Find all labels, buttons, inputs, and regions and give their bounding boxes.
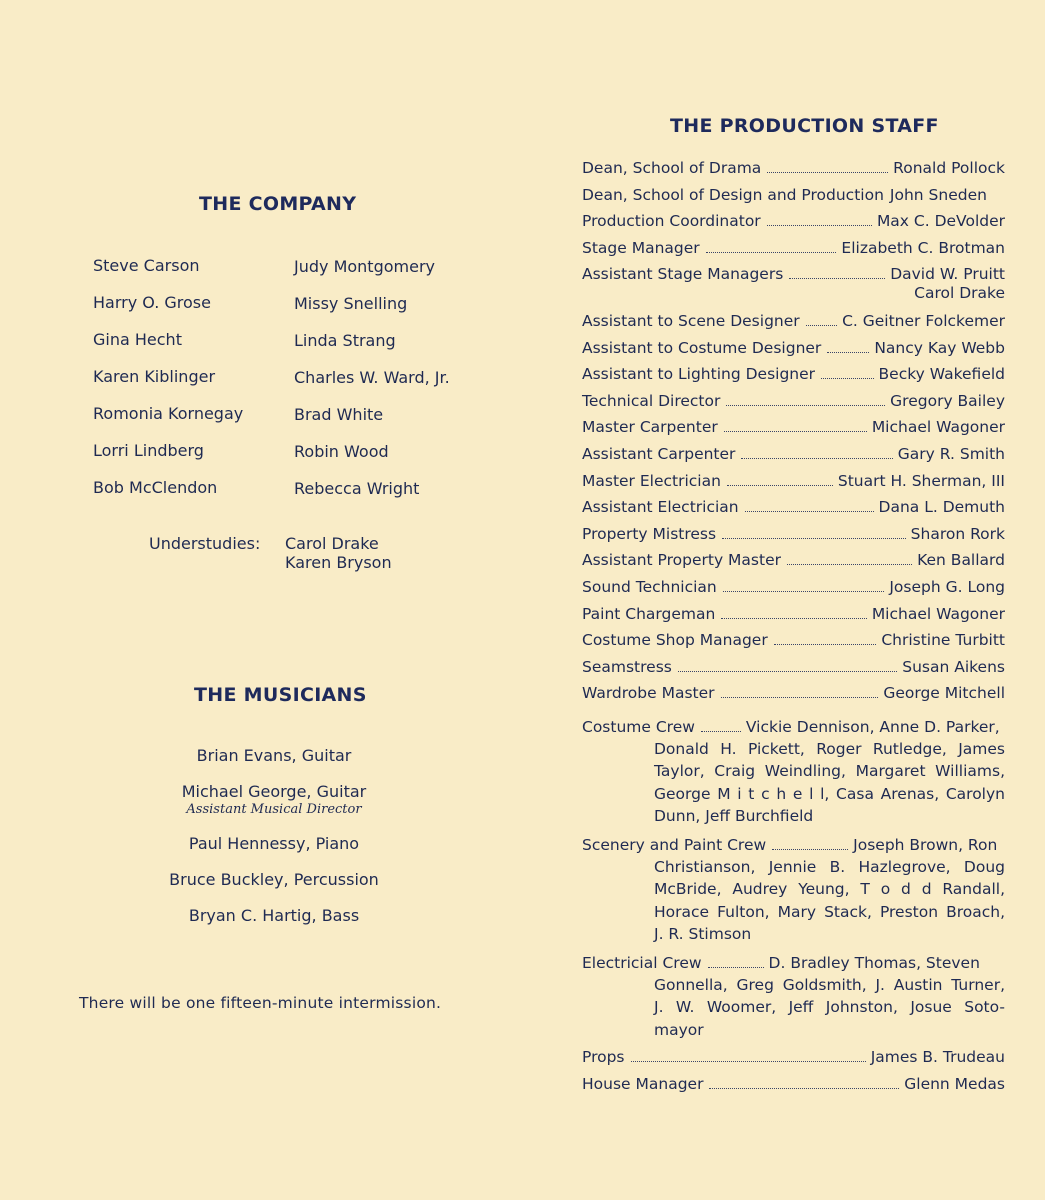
crew-first-line xyxy=(582,716,1005,738)
staff-role: Dean, School of Design and Production xyxy=(582,185,884,204)
staff-row xyxy=(582,391,1005,418)
staff-role: Stage Manager xyxy=(582,238,700,257)
company-member: Lorri Lindberg xyxy=(93,441,204,460)
understudies-list xyxy=(285,534,392,572)
staff-name: Gary R. Smith xyxy=(897,444,1005,463)
staff-name: Michael Wagoner xyxy=(871,418,1005,437)
crew-names-continued xyxy=(582,738,1005,828)
leader-dots xyxy=(789,278,885,279)
staff-role: House Manager xyxy=(582,1074,704,1093)
crew-names-line: Taylor, Craig Weindling, Margaret Williams, xyxy=(654,762,1005,781)
leader-dots xyxy=(706,252,837,253)
staff-row xyxy=(582,211,1005,238)
leader-dots xyxy=(723,591,885,592)
staff-role: Assistant to Costume Designer xyxy=(582,338,822,357)
musician-name: Bryan C. Hartig, Bass xyxy=(188,906,360,925)
company-member: Linda Strang xyxy=(294,331,396,350)
leader-dots xyxy=(678,671,897,672)
staff-role: Production Coordinator xyxy=(582,212,761,231)
staff-name: Dana L. Demuth xyxy=(878,498,1005,517)
staff-name: John Sneden xyxy=(889,185,987,204)
crew-role: Electricial Crew xyxy=(582,953,702,972)
crew-names-continued xyxy=(582,856,1005,946)
crew-names-line: Horace Fulton, Mary Stack, Preston Broach, xyxy=(654,902,1005,921)
crew-names-line: Gonnella, Greg Goldsmith, J. Austin Turner, xyxy=(654,975,1005,994)
staff-row xyxy=(582,444,1005,471)
crew-block xyxy=(582,834,1005,946)
company-member: Karen Kiblinger xyxy=(93,367,216,386)
leader-dots xyxy=(767,172,888,173)
staff-name: Becky Wakefield xyxy=(878,365,1005,384)
leader-dots xyxy=(774,644,877,645)
leader-dots xyxy=(708,967,764,968)
crew-names-line: McBride, Audrey Yeung, T o d d Randall, xyxy=(654,880,1005,899)
musician-item xyxy=(90,905,458,926)
staff-role: Assistant Carpenter xyxy=(582,444,736,463)
staff-row xyxy=(582,1074,1005,1101)
staff-name: David W. Pruitt xyxy=(890,265,1005,284)
leader-dots xyxy=(721,697,879,698)
staff-row xyxy=(582,1047,1005,1074)
staff-name: George Mitchell xyxy=(883,684,1005,703)
staff-row xyxy=(582,657,1005,684)
musician-name: Bruce Buckley, Percussion xyxy=(169,870,379,889)
crew-names-line: Christianson, Jennie B. Hazlegrove, Doug xyxy=(654,857,1005,876)
company-member: Brad White xyxy=(294,405,384,424)
staff-row xyxy=(582,185,1005,212)
understudy-name: Karen Bryson xyxy=(285,553,392,572)
musician-name: Michael George, Guitar xyxy=(181,782,367,801)
leader-dots xyxy=(722,538,906,539)
leader-dots xyxy=(767,225,872,226)
staff-role: Props xyxy=(582,1048,625,1067)
staff-row xyxy=(582,630,1005,657)
staff-role: Assistant Stage Managers xyxy=(582,265,784,284)
staff-role: Assistant to Lighting Designer xyxy=(582,365,816,384)
staff-name: Joseph G. Long xyxy=(889,577,1005,596)
musicians-heading: THE MUSICIANS xyxy=(194,684,367,706)
staff-name: Christine Turbitt xyxy=(881,631,1005,650)
staff-name: Glenn Medas xyxy=(904,1074,1005,1093)
company-right-column xyxy=(294,257,450,516)
staff-name: Max C. DeVolder xyxy=(876,212,1005,231)
staff-role: Costume Shop Manager xyxy=(582,631,768,650)
staff-name: Nancy Kay Webb xyxy=(874,338,1005,357)
staff-row xyxy=(582,683,1005,710)
staff-name: Gregory Bailey xyxy=(890,391,1005,410)
staff-name-continued: Carol Drake xyxy=(914,283,1005,302)
company-member: Gina Hecht xyxy=(93,330,182,349)
understudy-name: Carol Drake xyxy=(285,534,379,553)
musician-role: Assistant Musical Director xyxy=(186,802,362,817)
staff-role: Dean, School of Drama xyxy=(582,159,762,177)
staff-name: James B. Trudeau xyxy=(870,1048,1005,1067)
crew-role: Costume Crew xyxy=(582,717,695,736)
musician-item xyxy=(90,745,458,766)
staff-name: Michael Wagoner xyxy=(871,604,1005,623)
crew-names: D. Bradley Thomas, Steven xyxy=(768,953,980,972)
leader-dots xyxy=(741,458,892,459)
company-heading: THE COMPANY xyxy=(199,193,357,215)
leader-dots xyxy=(726,405,885,406)
staff-role: Technical Director xyxy=(582,391,721,410)
staff-row xyxy=(582,417,1005,444)
leader-dots xyxy=(701,731,741,732)
crew-names-line: George M i t c h e l l, Casa Arenas, Carolyn xyxy=(654,784,1005,803)
staff-row xyxy=(582,497,1005,524)
staff-role: Assistant Electrician xyxy=(582,498,739,517)
company-member: Robin Wood xyxy=(294,442,389,461)
staff-role: Wardrobe Master xyxy=(582,684,715,703)
crew-names-line: Dunn, Jeff Burchfield xyxy=(654,807,814,826)
staff-role: Seamstress xyxy=(582,657,672,676)
leader-dots xyxy=(631,1061,866,1062)
leader-dots xyxy=(727,485,833,486)
staff-row xyxy=(582,338,1005,365)
company-left-column xyxy=(93,256,243,515)
staff-row xyxy=(582,604,1005,631)
staff-row xyxy=(582,158,1005,185)
leader-dots xyxy=(827,352,869,353)
leader-dots xyxy=(709,1088,899,1089)
crew-names: Vickie Dennison, Anne D. Parker, xyxy=(745,717,1000,736)
staff-row xyxy=(582,471,1005,498)
staff-role: Paint Chargeman xyxy=(582,604,716,623)
musician-item xyxy=(90,869,458,890)
crew-names: Joseph Brown, Ron xyxy=(853,835,998,854)
crew-role: Scenery and Paint Crew xyxy=(582,835,767,854)
intermission-note: There will be one fifteen-minute intermission. xyxy=(79,994,442,1012)
staff-name: Sharon Rork xyxy=(910,524,1005,543)
company-member: Romonia Kornegay xyxy=(93,404,244,423)
staff-role: Property Mistress xyxy=(582,524,717,543)
company-member: Rebecca Wright xyxy=(294,479,420,498)
crew-names-line: Donald H. Pickett, Roger Rutledge, James xyxy=(654,739,1005,758)
leader-dots xyxy=(772,849,848,850)
company-member: Missy Snelling xyxy=(294,294,408,313)
leader-dots xyxy=(745,511,874,512)
staff-role: Sound Technician xyxy=(582,577,717,596)
leader-dots xyxy=(724,431,867,432)
crew-names-continued xyxy=(582,974,1005,1042)
staff-name: Stuart H. Sherman, III xyxy=(837,471,1005,490)
leader-dots xyxy=(721,618,866,619)
crew-first-line xyxy=(582,952,1005,974)
crew-names-line: J. R. Stimson xyxy=(654,925,752,944)
production-staff-list xyxy=(582,158,1005,1101)
staff-row xyxy=(582,524,1005,551)
staff-row xyxy=(582,577,1005,604)
staff-role: Assistant Property Master xyxy=(582,551,781,570)
musician-item xyxy=(90,781,458,818)
leader-dots xyxy=(806,325,837,326)
crew-first-line xyxy=(582,834,1005,856)
musician-item xyxy=(90,833,458,854)
company-member: Harry O. Grose xyxy=(93,293,211,312)
company-member: Bob McClendon xyxy=(93,478,218,497)
staff-heading: THE PRODUCTION STAFF xyxy=(670,115,939,137)
staff-name: C. Geitner Folckemer xyxy=(842,311,1005,330)
crew-block xyxy=(582,952,1005,1042)
musicians-list xyxy=(90,745,458,941)
staff-role: Master Carpenter xyxy=(582,418,718,437)
staff-name: Elizabeth C. Brotman xyxy=(841,238,1005,257)
musician-name: Brian Evans, Guitar xyxy=(196,746,352,765)
staff-row xyxy=(582,238,1005,265)
leader-dots xyxy=(787,564,912,565)
crew-names-line: mayor xyxy=(654,1020,704,1039)
staff-role: Assistant to Scene Designer xyxy=(582,311,800,330)
staff-role: Master Electrician xyxy=(582,471,721,490)
company-member: Steve Carson xyxy=(93,256,200,275)
staff-name: Susan Aikens xyxy=(902,657,1005,676)
understudies-label: Understudies: xyxy=(149,534,261,553)
musician-name: Paul Hennessy, Piano xyxy=(188,834,360,853)
staff-name: Ronald Pollock xyxy=(893,159,1005,177)
staff-row xyxy=(582,364,1005,391)
staff-name: Ken Ballard xyxy=(917,551,1005,570)
leader-dots xyxy=(821,378,874,379)
company-member: Charles W. Ward, Jr. xyxy=(294,368,450,387)
crew-block xyxy=(582,716,1005,828)
staff-row xyxy=(582,311,1005,338)
staff-row xyxy=(582,550,1005,577)
crew-names-line: J. W. Woomer, Jeff Johnston, Josue Soto- xyxy=(654,998,1005,1017)
company-member: Judy Montgomery xyxy=(294,257,435,276)
